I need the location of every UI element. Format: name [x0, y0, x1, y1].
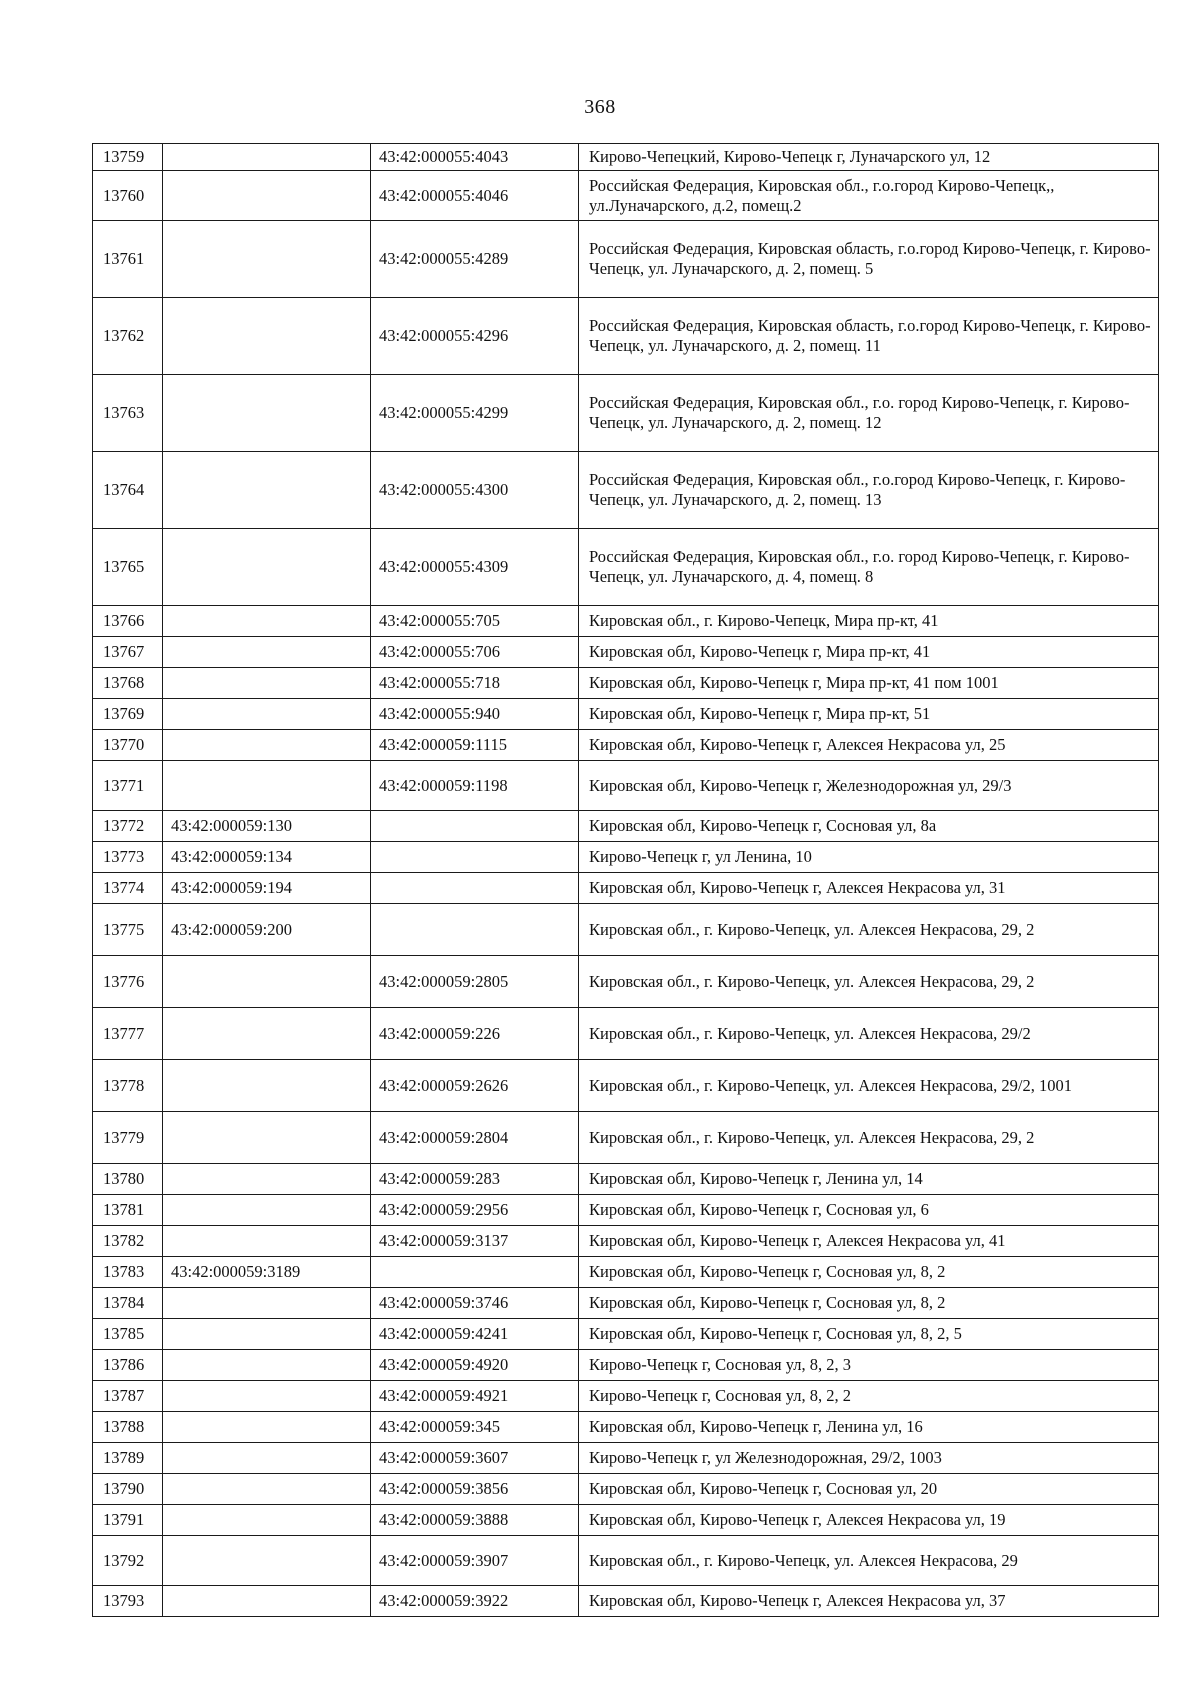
cadastral-number-cell: 43:42:000059:194	[163, 873, 371, 904]
table-row	[93, 1257, 1159, 1288]
address-cell: Российская Федерация, Кировская обл., г.о.город Кирово-Чепецк,, ул.Луначарского, д.2, помещ.2	[579, 171, 1159, 221]
cadastral-number-cell	[163, 1060, 371, 1112]
page-number: 368	[584, 96, 616, 118]
cadastral-number-cell: 43:42:000059:3907	[371, 1536, 579, 1586]
cadastral-number-cell: 43:42:000055:4289	[371, 221, 579, 298]
address-cell: Кировская обл, Кирово-Чепецк г, Алексея Некрасова ул, 19	[579, 1505, 1159, 1536]
row-number-cell: 13772	[93, 811, 163, 842]
cadastral-number-cell	[163, 1008, 371, 1060]
cadastral-number-cell: 43:42:000059:3746	[371, 1288, 579, 1319]
table-row	[93, 1164, 1159, 1195]
cadastral-number-cell	[163, 1288, 371, 1319]
cadastral-number-cell	[163, 1474, 371, 1505]
address-cell: Российская Федерация, Кировская обл., г.о.город Кирово-Чепецк, г. Кирово-Чепецк, ул. Луначарского, д. 2, помещ. 13	[579, 452, 1159, 529]
table-row	[93, 842, 1159, 873]
table-row	[93, 221, 1159, 298]
row-number-cell: 13780	[93, 1164, 163, 1195]
cadastral-number-cell	[163, 606, 371, 637]
cadastral-number-cell: 43:42:000059:1198	[371, 761, 579, 811]
cadastral-number-cell: 43:42:000059:134	[163, 842, 371, 873]
cadastral-number-cell: 43:42:000059:130	[163, 811, 371, 842]
address-cell: Кирово-Чепецк г, Сосновая ул, 8, 2, 3	[579, 1350, 1159, 1381]
address-cell: Кировская обл, Кирово-Чепецк г, Сосновая ул, 6	[579, 1195, 1159, 1226]
cadastral-number-cell: 43:42:000059:3922	[371, 1586, 579, 1617]
cadastral-number-cell: 43:42:000055:4299	[371, 375, 579, 452]
row-number-cell: 13788	[93, 1412, 163, 1443]
row-number-cell: 13767	[93, 637, 163, 668]
table-row	[93, 606, 1159, 637]
table-row	[93, 1319, 1159, 1350]
table-row	[93, 1226, 1159, 1257]
row-number-cell: 13793	[93, 1586, 163, 1617]
cadastral-number-cell	[163, 1350, 371, 1381]
cadastral-number-cell: 43:42:000055:706	[371, 637, 579, 668]
row-number-cell: 13786	[93, 1350, 163, 1381]
cadastral-number-cell	[163, 1536, 371, 1586]
cadastral-number-cell	[163, 144, 371, 171]
cadastral-number-cell: 43:42:000055:4300	[371, 452, 579, 529]
address-cell: Кировская обл, Кирово-Чепецк г, Сосновая ул, 8, 2	[579, 1288, 1159, 1319]
table-row	[93, 1008, 1159, 1060]
address-cell: Кировская обл, Кирово-Чепецк г, Алексея Некрасова ул, 41	[579, 1226, 1159, 1257]
cadastral-number-cell	[163, 1586, 371, 1617]
row-number-cell: 13760	[93, 171, 163, 221]
row-number-cell: 13791	[93, 1505, 163, 1536]
address-cell: Российская Федерация, Кировская обл., г.о. город Кирово-Чепецк, г. Кирово-Чепецк, ул. Луначарского, д. 2, помещ. 12	[579, 375, 1159, 452]
address-cell: Кировская обл, Кирово-Чепецк г, Железнодорожная ул, 29/3	[579, 761, 1159, 811]
row-number-cell: 13773	[93, 842, 163, 873]
cadastral-number-cell	[163, 1443, 371, 1474]
table-row	[93, 811, 1159, 842]
address-cell: Российская Федерация, Кировская область, г.о.город Кирово-Чепецк, г. Кирово-Чепецк, ул. Луначарского, д. 2, помещ. 11	[579, 298, 1159, 375]
table-row	[93, 452, 1159, 529]
table-row	[93, 1350, 1159, 1381]
row-number-cell: 13769	[93, 699, 163, 730]
cadastral-number-cell	[163, 1195, 371, 1226]
cadastral-number-cell	[163, 529, 371, 606]
table-body	[93, 144, 1159, 1617]
cadastral-number-cell	[163, 452, 371, 529]
cadastral-number-cell	[371, 904, 579, 956]
cadastral-number-cell: 43:42:000059:345	[371, 1412, 579, 1443]
cadastral-number-cell	[163, 699, 371, 730]
cadastral-number-cell	[163, 761, 371, 811]
cadastral-number-cell	[163, 1226, 371, 1257]
address-cell: Кировская обл., г. Кирово-Чепецк, ул. Алексея Некрасова, 29/2, 1001	[579, 1060, 1159, 1112]
cadastral-number-cell	[163, 221, 371, 298]
table-row	[93, 1586, 1159, 1617]
cadastral-number-cell: 43:42:000059:3137	[371, 1226, 579, 1257]
cadastral-number-cell	[163, 298, 371, 375]
row-number-cell: 13777	[93, 1008, 163, 1060]
table-row	[93, 1474, 1159, 1505]
address-cell: Кирово-Чепецкий, Кирово-Чепецк г, Луначарского ул, 12	[579, 144, 1159, 171]
cadastral-number-cell: 43:42:000055:4043	[371, 144, 579, 171]
cadastral-number-cell	[163, 637, 371, 668]
row-number-cell: 13792	[93, 1536, 163, 1586]
row-number-cell: 13765	[93, 529, 163, 606]
table-row	[93, 171, 1159, 221]
cadastral-number-cell: 43:42:000059:2804	[371, 1112, 579, 1164]
row-number-cell: 13778	[93, 1060, 163, 1112]
table-row	[93, 761, 1159, 811]
address-cell: Кировская обл., г. Кирово-Чепецк, Мира пр-кт, 41	[579, 606, 1159, 637]
row-number-cell: 13771	[93, 761, 163, 811]
address-cell: Кирово-Чепецк г, Сосновая ул, 8, 2, 2	[579, 1381, 1159, 1412]
cadastral-number-cell	[163, 1505, 371, 1536]
row-number-cell: 13784	[93, 1288, 163, 1319]
cadastral-number-cell: 43:42:000059:3189	[163, 1257, 371, 1288]
cadastral-number-cell: 43:42:000059:4920	[371, 1350, 579, 1381]
row-number-cell: 13768	[93, 668, 163, 699]
address-cell: Кировская обл., г. Кирово-Чепецк, ул. Алексея Некрасова, 29/2	[579, 1008, 1159, 1060]
row-number-cell: 13776	[93, 956, 163, 1008]
cadastral-number-cell: 43:42:000059:200	[163, 904, 371, 956]
table-row	[93, 1505, 1159, 1536]
table-row	[93, 1288, 1159, 1319]
table-row	[93, 904, 1159, 956]
cadastral-number-cell: 43:42:000055:705	[371, 606, 579, 637]
address-cell: Российская Федерация, Кировская обл., г.о. город Кирово-Чепецк, г. Кирово-Чепецк, ул. Луначарского, д. 4, помещ. 8	[579, 529, 1159, 606]
table-row	[93, 956, 1159, 1008]
cadastral-number-cell: 43:42:000059:3888	[371, 1505, 579, 1536]
row-number-cell: 13775	[93, 904, 163, 956]
cadastral-number-cell: 43:42:000059:2626	[371, 1060, 579, 1112]
row-number-cell: 13779	[93, 1112, 163, 1164]
cadastral-number-cell	[163, 1381, 371, 1412]
address-cell: Российская Федерация, Кировская область, г.о.город Кирово-Чепецк, г. Кирово-Чепецк, ул. Луначарского, д. 2, помещ. 5	[579, 221, 1159, 298]
address-cell: Кировская обл, Кирово-Чепецк г, Сосновая ул, 8, 2	[579, 1257, 1159, 1288]
cadastral-number-cell: 43:42:000055:4309	[371, 529, 579, 606]
table-row	[93, 637, 1159, 668]
cadastral-number-cell: 43:42:000059:2805	[371, 956, 579, 1008]
address-cell: Кировская обл., г. Кирово-Чепецк, ул. Алексея Некрасова, 29, 2	[579, 956, 1159, 1008]
row-number-cell: 13766	[93, 606, 163, 637]
table-row	[93, 1060, 1159, 1112]
address-cell: Кировская обл, Кирово-Чепецк г, Ленина ул, 16	[579, 1412, 1159, 1443]
row-number-cell: 13761	[93, 221, 163, 298]
address-cell: Кировская обл, Кирово-Чепецк г, Ленина ул, 14	[579, 1164, 1159, 1195]
address-cell: Кировская обл, Кирово-Чепецк г, Мира пр-кт, 41 пом 1001	[579, 668, 1159, 699]
cadastral-number-cell	[371, 1257, 579, 1288]
table-row	[93, 1536, 1159, 1586]
cadastral-number-cell	[163, 730, 371, 761]
address-cell: Кировская обл, Кирово-Чепецк г, Сосновая ул, 20	[579, 1474, 1159, 1505]
row-number-cell: 13759	[93, 144, 163, 171]
row-number-cell: 13770	[93, 730, 163, 761]
row-number-cell: 13785	[93, 1319, 163, 1350]
address-cell: Кировская обл, Кирово-Чепецк г, Мира пр-кт, 41	[579, 637, 1159, 668]
address-cell: Кировская обл, Кирово-Чепецк г, Сосновая ул, 8а	[579, 811, 1159, 842]
address-cell: Кирово-Чепецк г, ул Ленина, 10	[579, 842, 1159, 873]
address-cell: Кировская обл., г. Кирово-Чепецк, ул. Алексея Некрасова, 29, 2	[579, 904, 1159, 956]
address-cell: Кирово-Чепецк г, ул Железнодорожная, 29/2, 1003	[579, 1443, 1159, 1474]
cadastral-number-cell: 43:42:000059:4921	[371, 1381, 579, 1412]
cadastral-number-cell	[371, 873, 579, 904]
address-cell: Кировская обл., г. Кирово-Чепецк, ул. Алексея Некрасова, 29, 2	[579, 1112, 1159, 1164]
table-row	[93, 1381, 1159, 1412]
row-number-cell: 13764	[93, 452, 163, 529]
cadastral-number-cell: 43:42:000059:3856	[371, 1474, 579, 1505]
cadastral-number-cell	[371, 811, 579, 842]
table-row	[93, 730, 1159, 761]
cadastral-number-cell: 43:42:000055:4046	[371, 171, 579, 221]
cadastral-number-cell	[163, 1412, 371, 1443]
address-cell: Кировская обл., г. Кирово-Чепецк, ул. Алексея Некрасова, 29	[579, 1536, 1159, 1586]
cadastral-number-cell	[371, 842, 579, 873]
row-number-cell: 13787	[93, 1381, 163, 1412]
address-cell: Кировская обл, Кирово-Чепецк г, Сосновая ул, 8, 2, 5	[579, 1319, 1159, 1350]
cadastral-number-cell: 43:42:000059:3607	[371, 1443, 579, 1474]
cadastral-number-cell: 43:42:000059:4241	[371, 1319, 579, 1350]
row-number-cell: 13783	[93, 1257, 163, 1288]
table-row	[93, 1443, 1159, 1474]
cadastral-number-cell	[163, 668, 371, 699]
table-row	[93, 699, 1159, 730]
table-row	[93, 1195, 1159, 1226]
address-cell: Кировская обл, Кирово-Чепецк г, Алексея Некрасова ул, 25	[579, 730, 1159, 761]
address-cell: Кировская обл, Кирово-Чепецк г, Алексея Некрасова ул, 37	[579, 1586, 1159, 1617]
address-cell: Кировская обл, Кирово-Чепецк г, Мира пр-кт, 51	[579, 699, 1159, 730]
property-table	[92, 143, 1159, 1617]
row-number-cell: 13763	[93, 375, 163, 452]
table-row	[93, 375, 1159, 452]
cadastral-number-cell	[163, 171, 371, 221]
table-row	[93, 144, 1159, 171]
table-row	[93, 873, 1159, 904]
address-cell: Кировская обл, Кирово-Чепецк г, Алексея Некрасова ул, 31	[579, 873, 1159, 904]
cadastral-number-cell	[163, 1164, 371, 1195]
table-row	[93, 298, 1159, 375]
cadastral-number-cell: 43:42:000055:940	[371, 699, 579, 730]
cadastral-number-cell: 43:42:000059:226	[371, 1008, 579, 1060]
table-row	[93, 668, 1159, 699]
row-number-cell: 13774	[93, 873, 163, 904]
cadastral-number-cell	[163, 1112, 371, 1164]
table-row	[93, 1112, 1159, 1164]
row-number-cell: 13790	[93, 1474, 163, 1505]
table-row	[93, 1412, 1159, 1443]
cadastral-number-cell: 43:42:000059:2956	[371, 1195, 579, 1226]
row-number-cell: 13789	[93, 1443, 163, 1474]
cadastral-number-cell	[163, 956, 371, 1008]
cadastral-number-cell: 43:42:000059:1115	[371, 730, 579, 761]
cadastral-number-cell: 43:42:000055:4296	[371, 298, 579, 375]
row-number-cell: 13762	[93, 298, 163, 375]
cadastral-number-cell: 43:42:000059:283	[371, 1164, 579, 1195]
row-number-cell: 13782	[93, 1226, 163, 1257]
cadastral-number-cell	[163, 375, 371, 452]
cadastral-number-cell	[163, 1319, 371, 1350]
row-number-cell: 13781	[93, 1195, 163, 1226]
table-row	[93, 529, 1159, 606]
cadastral-number-cell: 43:42:000055:718	[371, 668, 579, 699]
